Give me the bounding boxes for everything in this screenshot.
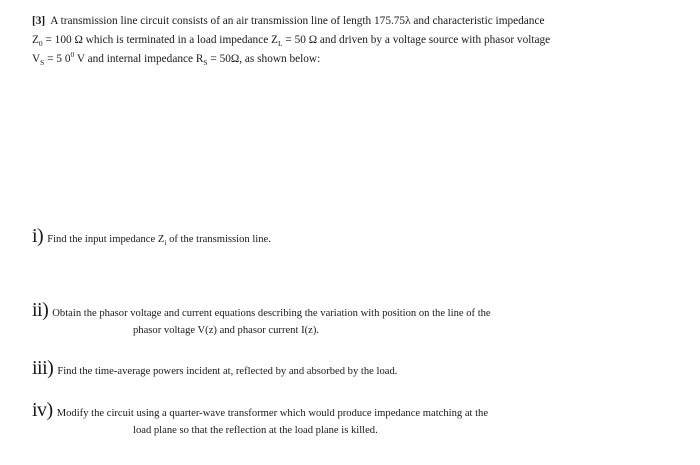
intro-text-1: A transmission line circuit consists of an air transmission line of length 175.75λ and characteristic impedance (50, 15, 545, 27)
part-iii-numeral: iii) (32, 357, 54, 379)
question-intro (32, 12, 672, 69)
part-i-text-b: of the transmission line. (166, 234, 271, 245)
intro-text-3c: V and internal impedance R (74, 53, 204, 65)
intro-line-3 (32, 50, 672, 69)
part-iv-numeral: iv) (32, 399, 53, 421)
vs-subscript: S (40, 58, 45, 67)
question-number: [3] (32, 15, 46, 27)
intro-text-3d: = 50Ω, as shown below: (207, 53, 321, 65)
z0-symbol: Z (32, 34, 39, 46)
vs-symbol: V (32, 53, 41, 65)
part-i-numeral: i) (32, 225, 44, 247)
zl-subscript: L (277, 39, 283, 48)
intro-line-1 (32, 12, 672, 31)
part-iii (32, 357, 672, 380)
rs-subscript: S (203, 58, 208, 67)
part-ii-line-1: Obtain the phasor voltage and current equations describing the variation with position on the line of the (52, 308, 491, 319)
part-iv-line-2: load plane so that the reflection at the load plane is killed. (133, 425, 378, 436)
part-i (32, 225, 672, 248)
intro-line-2 (32, 31, 672, 50)
z0-subscript: 0 (38, 39, 43, 48)
angle-superscript: 0 (70, 50, 75, 59)
intro-text-2c: = 50 Ω and driven by a voltage source with phasor voltage (282, 34, 551, 46)
zi-subscript: i (164, 238, 167, 247)
part-ii (32, 299, 672, 339)
part-i-text-a: Find the input impedance Z (47, 234, 165, 245)
part-iv-line-1: Modify the circuit using a quarter-wave transformer which would produce impedance matching at the (56, 408, 489, 419)
intro-text-2b: = 100 Ω which is terminated in a load impedance Z (42, 34, 278, 46)
part-ii-numeral: ii) (32, 299, 49, 321)
intro-text-3b: = 5 0 (44, 53, 71, 65)
part-ii-line-2: phasor voltage V(z) and phasor current I(z). (133, 325, 320, 336)
part-iii-line-1: Find the time-average powers incident at, reflected by and absorbed by the load. (57, 366, 398, 377)
part-iv (32, 399, 672, 439)
